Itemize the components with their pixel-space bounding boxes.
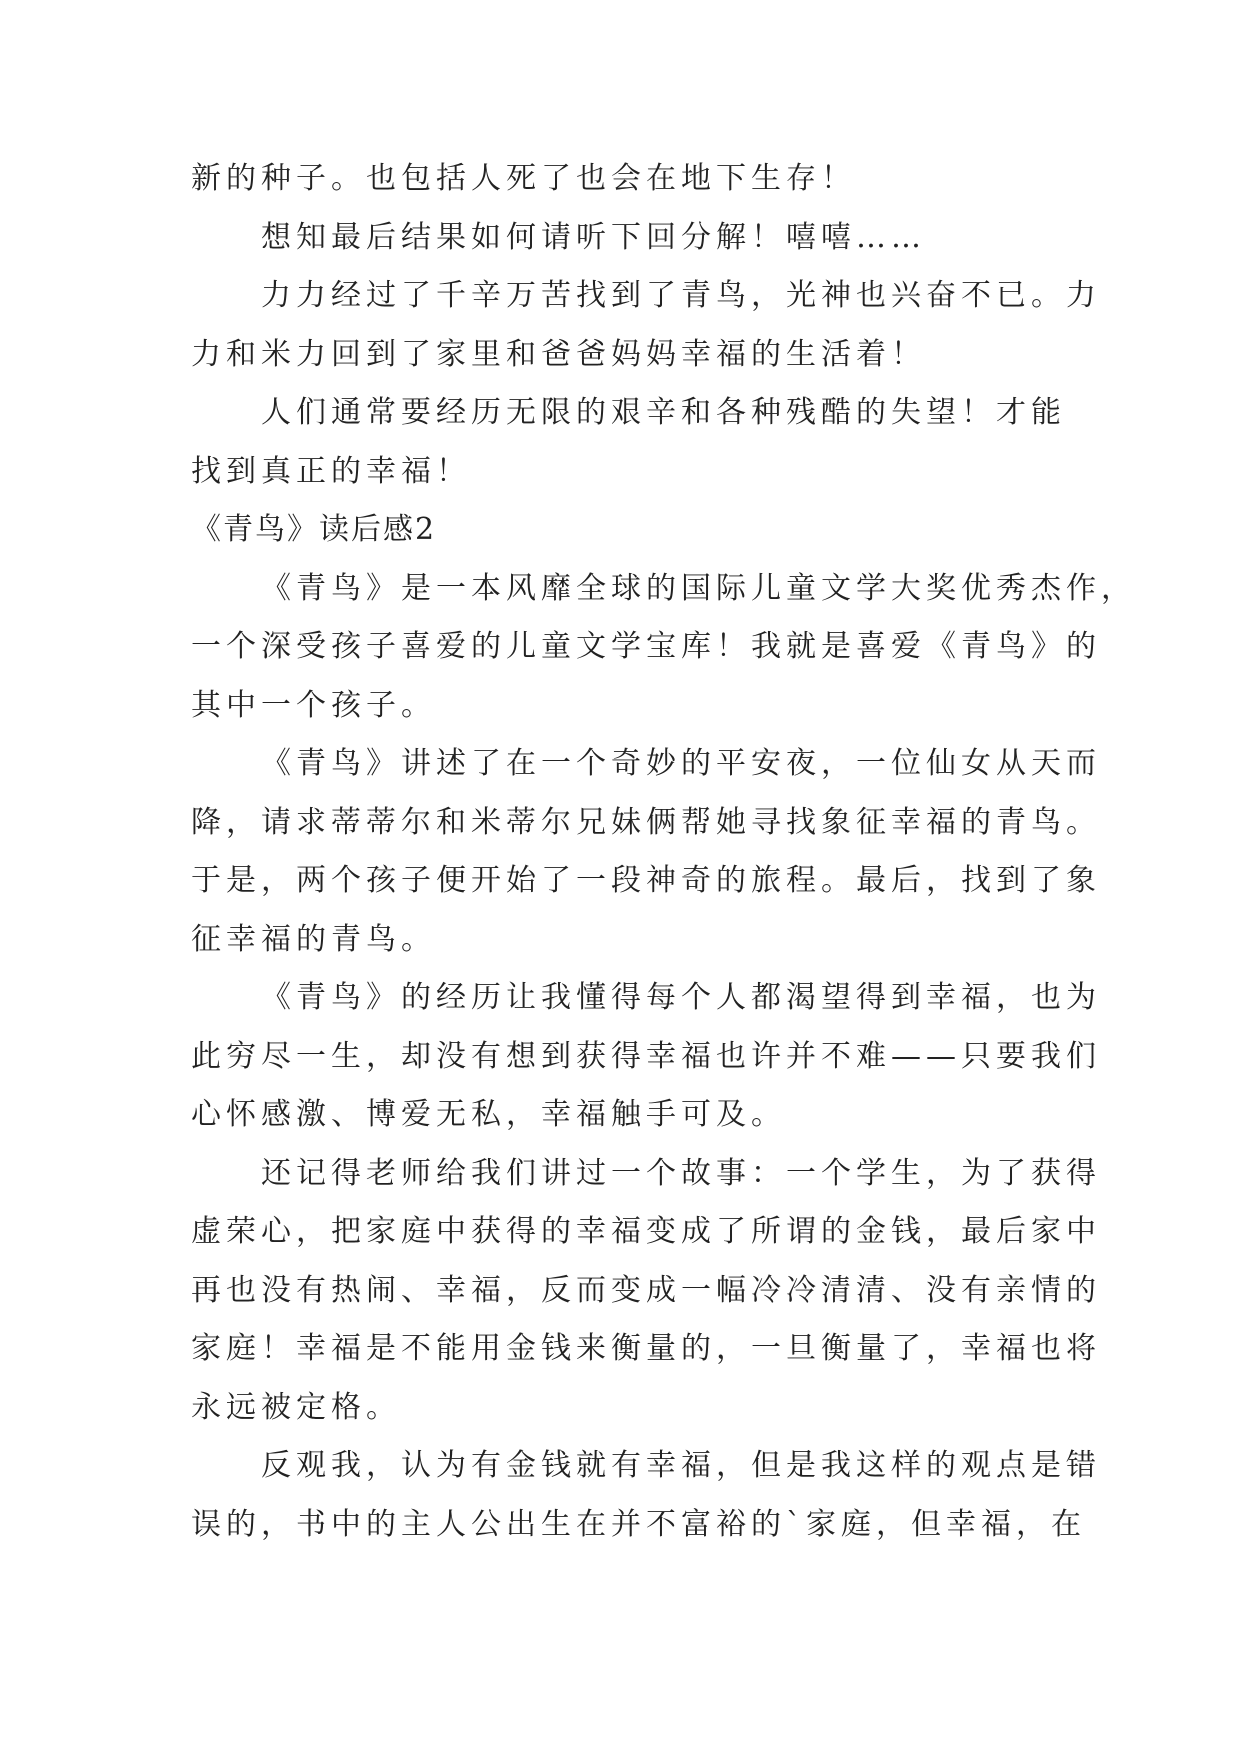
text-line: 误的，书中的主人公出生在并不富裕的`家庭，但幸福，在	[191, 1506, 1086, 1542]
text-line: 人们通常要经历无限的艰辛和各种残酷的失望！才能	[261, 395, 1066, 430]
text-line: 征幸福的青鸟。	[191, 921, 436, 957]
section-heading: 《青鸟》读后感2	[191, 512, 437, 547]
text-line: 力力经过了千辛万苦找到了青鸟，光神也兴奋不已。力	[261, 278, 1101, 313]
text-line: 虚荣心，把家庭中获得的幸福变成了所谓的金钱，最后家中	[191, 1214, 1101, 1249]
document-page	[191, 150, 1136, 1554]
text-line: 《青鸟》的经历让我懂得每个人都渴望得到幸福，也为	[261, 980, 1101, 1015]
text-line: 心怀感激、博爱无私，幸福触手可及。	[191, 1097, 786, 1132]
text-line: 反观我，认为有金钱就有幸福，但是我这样的观点是错	[261, 1448, 1101, 1483]
text-line: 找到真正的幸福！	[191, 453, 471, 489]
text-line: 降，请求蒂蒂尔和米蒂尔兄妹俩帮她寻找象征幸福的青鸟。	[191, 804, 1101, 840]
text-line: 力和米力回到了家里和爸爸妈妈幸福的生活着！	[191, 336, 926, 372]
text-line: 一个深受孩子喜爱的儿童文学宝库！我就是喜爱《青鸟》的	[191, 629, 1101, 664]
text-line: 还记得老师给我们讲过一个故事：一个学生，为了获得	[261, 1155, 1101, 1191]
text-line: 新的种子。也包括人死了也会在地下生存！	[191, 161, 856, 196]
text-line: 想知最后结果如何请听下回分解！嘻嘻……	[261, 219, 926, 255]
text-line: 《青鸟》讲述了在一个奇妙的平安夜，一位仙女从天而	[261, 746, 1101, 781]
text-line: 再也没有热闹、幸福，反而变成一幅冷冷清清、没有亲情的	[191, 1272, 1101, 1308]
text-line: 于是，两个孩子便开始了一段神奇的旅程。最后，找到了象	[191, 863, 1101, 898]
text-line: 其中一个孩子。	[191, 687, 436, 723]
text-line: 《青鸟》是一本风靡全球的国际儿童文学大奖优秀杰作，	[261, 570, 1136, 606]
text-line: 家庭！幸福是不能用金钱来衡量的，一旦衡量了，幸福也将	[191, 1331, 1101, 1366]
text-line: 此穷尽一生，却没有想到获得幸福也许并不难——只要我们	[191, 1038, 1101, 1074]
text-line: 永远被定格。	[191, 1389, 401, 1425]
